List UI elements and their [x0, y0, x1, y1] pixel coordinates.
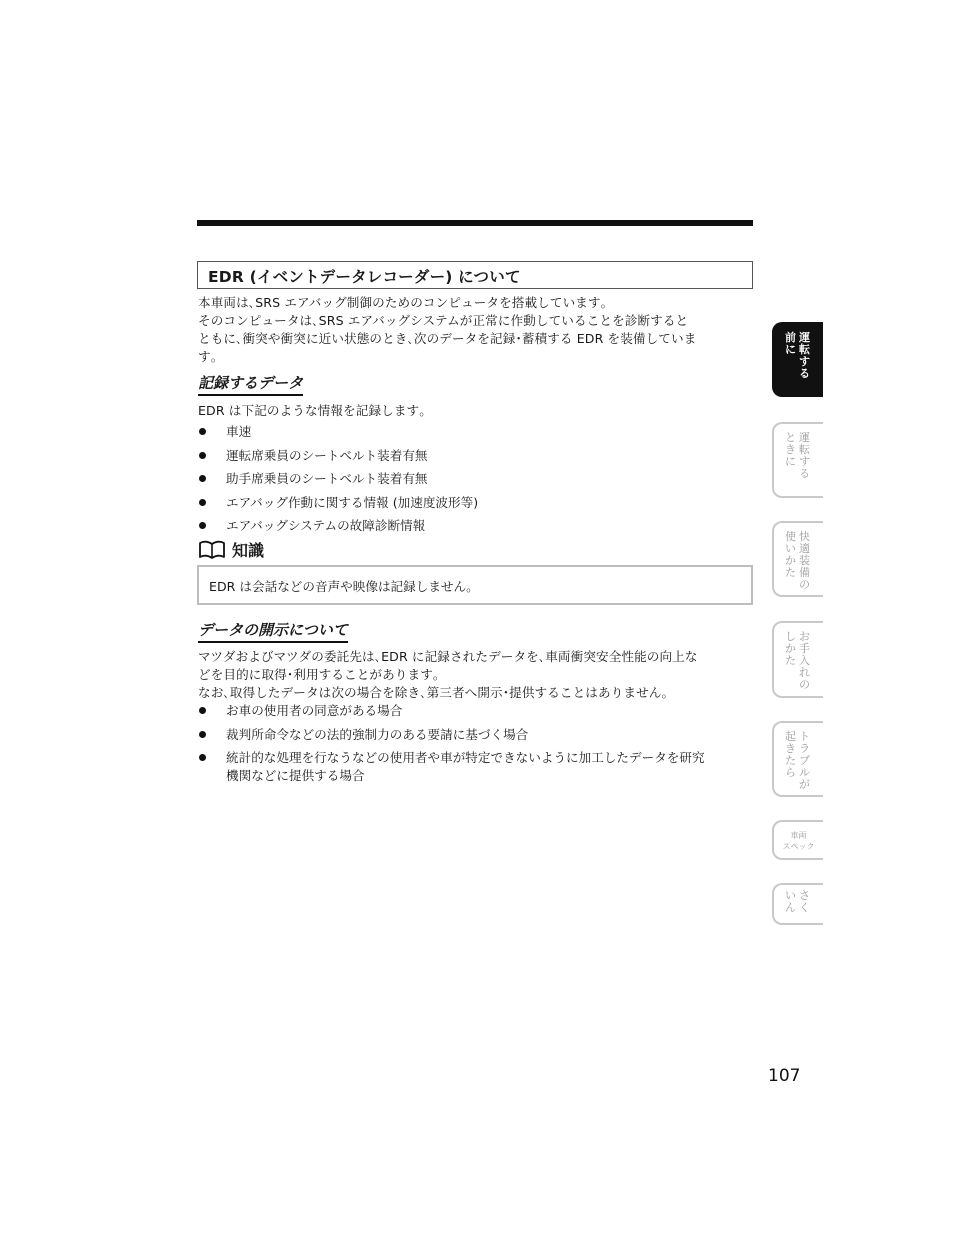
list-item — [198, 423, 753, 441]
bullet-dot — [199, 428, 206, 435]
list-item — [198, 749, 753, 785]
tab-label-char: 転 — [799, 343, 810, 356]
tab-label-col — [799, 531, 810, 591]
disclosure-line: どを目的に取得･利用することがあります｡ — [198, 667, 440, 682]
tab-label-col — [799, 890, 810, 914]
tab-while-driving[interactable] — [772, 422, 823, 498]
bullet-dot — [199, 731, 206, 738]
list-item — [198, 726, 753, 744]
recorded-lead — [198, 402, 753, 420]
tab-label: スペック — [782, 842, 815, 851]
list-item-text: お車の使用者の同意がある場合 — [226, 703, 403, 718]
tab-label-col — [799, 731, 810, 791]
tab-label-char: か — [785, 642, 796, 655]
bullet-dot — [199, 452, 206, 459]
intro-line: 本車両は､SRS エアバッグ制御のためのコンピュータを搭載しています｡ — [198, 295, 608, 310]
knowledge-note: EDR は会話などの音声や映像は記録しません｡ — [209, 579, 473, 594]
tab-label-col — [785, 631, 796, 667]
bullet-dot — [199, 754, 206, 761]
tab-label-col — [799, 432, 810, 480]
tab-label-col — [799, 631, 810, 691]
tab-label-char: 使 — [785, 530, 796, 543]
bullet-dot — [199, 522, 206, 529]
list-item — [198, 494, 753, 512]
list-item-text: 運転席乗員のシートベルト装着有無 — [226, 447, 428, 463]
tab-label-char: ト — [799, 730, 810, 743]
tab-label-char: か — [785, 554, 796, 567]
intro-line: す｡ — [198, 349, 218, 364]
page-number: 107 — [768, 1066, 801, 1086]
tab-label-char: さ — [799, 889, 810, 902]
disclosure-list — [198, 702, 753, 791]
top-rule — [197, 220, 753, 226]
list-item-text: 車速 — [226, 424, 252, 439]
tab-maintenance[interactable] — [772, 621, 823, 698]
knowledge-title: 知識 — [232, 541, 265, 560]
recorded-lead-line: EDR は下記のような情報を記録します｡ — [198, 403, 426, 418]
tab-label-col — [785, 890, 796, 914]
intro-line: ともに､衝突や衝突に近い状態のとき､次のデータを記録･蓄積する EDR を装備していま — [198, 331, 697, 346]
tab-before-driving[interactable] — [772, 322, 823, 397]
list-item — [198, 470, 753, 488]
disclosure-line: マツダおよびマツダの委託先は､EDR に記録されたデータを､車両衝突安全性能の向上な — [198, 649, 698, 664]
tab-label-char: と — [785, 431, 796, 444]
intro-paragraph — [198, 294, 753, 366]
tab-label-char: す — [799, 355, 810, 368]
list-item — [198, 517, 753, 535]
tab-index[interactable] — [772, 883, 823, 925]
section-title-box — [197, 261, 753, 289]
tab-label-char: ブ — [799, 754, 810, 767]
tab-label-char: し — [785, 630, 796, 643]
tab-label-char: 運 — [799, 431, 810, 444]
list-item-text: 裁判所命令などの法的強制力のある要請に基づく場合 — [226, 726, 529, 742]
section-title: EDR (イベントデータレコーダー) について — [208, 268, 521, 286]
list-item-text: エアバッグシステムの故障診断情報 — [226, 518, 426, 533]
tab-label-char: た — [785, 754, 796, 767]
recorded-data-list — [198, 423, 753, 541]
tab-label-char: に — [785, 455, 796, 468]
tab-comfort[interactable] — [772, 521, 823, 597]
tab-label-char: い — [785, 889, 796, 902]
tab-label-char: き — [785, 742, 796, 755]
tab-label-char: ル — [799, 766, 810, 779]
bullet-dot — [199, 499, 206, 506]
tab-label-char: 備 — [799, 566, 810, 579]
tab-label-col — [785, 531, 796, 579]
list-item-text-cont: 機関などに提供する場合 — [226, 768, 365, 783]
tab-label-char: の — [799, 578, 810, 591]
bullet-dot — [199, 475, 206, 482]
list-item — [198, 702, 753, 720]
tab-label-char: 起 — [785, 730, 796, 743]
tab-label-char: お — [799, 630, 810, 643]
tab-label-char: の — [799, 678, 810, 691]
tab-label-char: 装 — [799, 554, 810, 567]
book-icon — [198, 540, 226, 560]
knowledge-note-box — [197, 565, 753, 605]
tab-label: 車両 — [790, 831, 807, 840]
list-item — [198, 447, 753, 465]
tab-label-char: る — [799, 367, 810, 380]
tab-label-char: い — [785, 542, 796, 555]
bullet-dot — [199, 707, 206, 714]
tab-label-char: 入 — [799, 654, 810, 667]
tab-label-char: く — [799, 901, 810, 914]
tab-label-char: 適 — [799, 542, 810, 555]
disclosure-line: なお､取得したデータは次の場合を除き､第三者へ開示･提供することはありません｡ — [198, 685, 668, 700]
tab-label-char: き — [785, 443, 796, 456]
disclosure-paragraph — [198, 648, 753, 702]
tab-label-char: 転 — [799, 443, 810, 456]
tab-label-col — [785, 432, 796, 468]
tab-label-col — [785, 332, 796, 356]
tab-specs[interactable] — [772, 820, 823, 860]
recorded-data-heading: 記録するデータ — [198, 372, 303, 396]
tab-label-char: た — [785, 566, 796, 579]
tab-label-char: に — [785, 343, 796, 356]
tab-label-char: た — [785, 654, 796, 667]
tab-label-char: 快 — [799, 530, 810, 543]
tab-label-char: 前 — [785, 331, 796, 344]
list-item-text: 助手席乗員のシートベルト装着有無 — [226, 471, 428, 486]
tab-label-char: 運 — [799, 331, 810, 344]
tab-label-char: 手 — [799, 642, 810, 655]
list-item-text: 統計的な処理を行なうなどの使用者や車が特定できないように加工したデータを研究 — [226, 750, 705, 765]
tab-label-char: が — [799, 778, 810, 791]
intro-line: そのコンピュータは､SRS エアバッグシステムが正常に作動していることを診断すると — [198, 313, 689, 328]
tab-label-char: る — [799, 467, 810, 480]
tab-label-col — [785, 731, 796, 779]
tab-label-col — [799, 332, 810, 380]
tab-label-char: ラ — [799, 742, 810, 755]
tab-label-char: ら — [785, 766, 796, 779]
tab-label-char: す — [799, 455, 810, 468]
list-item-text: エアバッグ作動に関する情報 (加速度波形等) — [226, 494, 479, 510]
tab-label-char: れ — [799, 666, 810, 679]
tab-trouble[interactable] — [772, 721, 823, 797]
disclosure-heading: データの開示について — [198, 619, 348, 643]
tab-label-char: ん — [785, 901, 796, 914]
